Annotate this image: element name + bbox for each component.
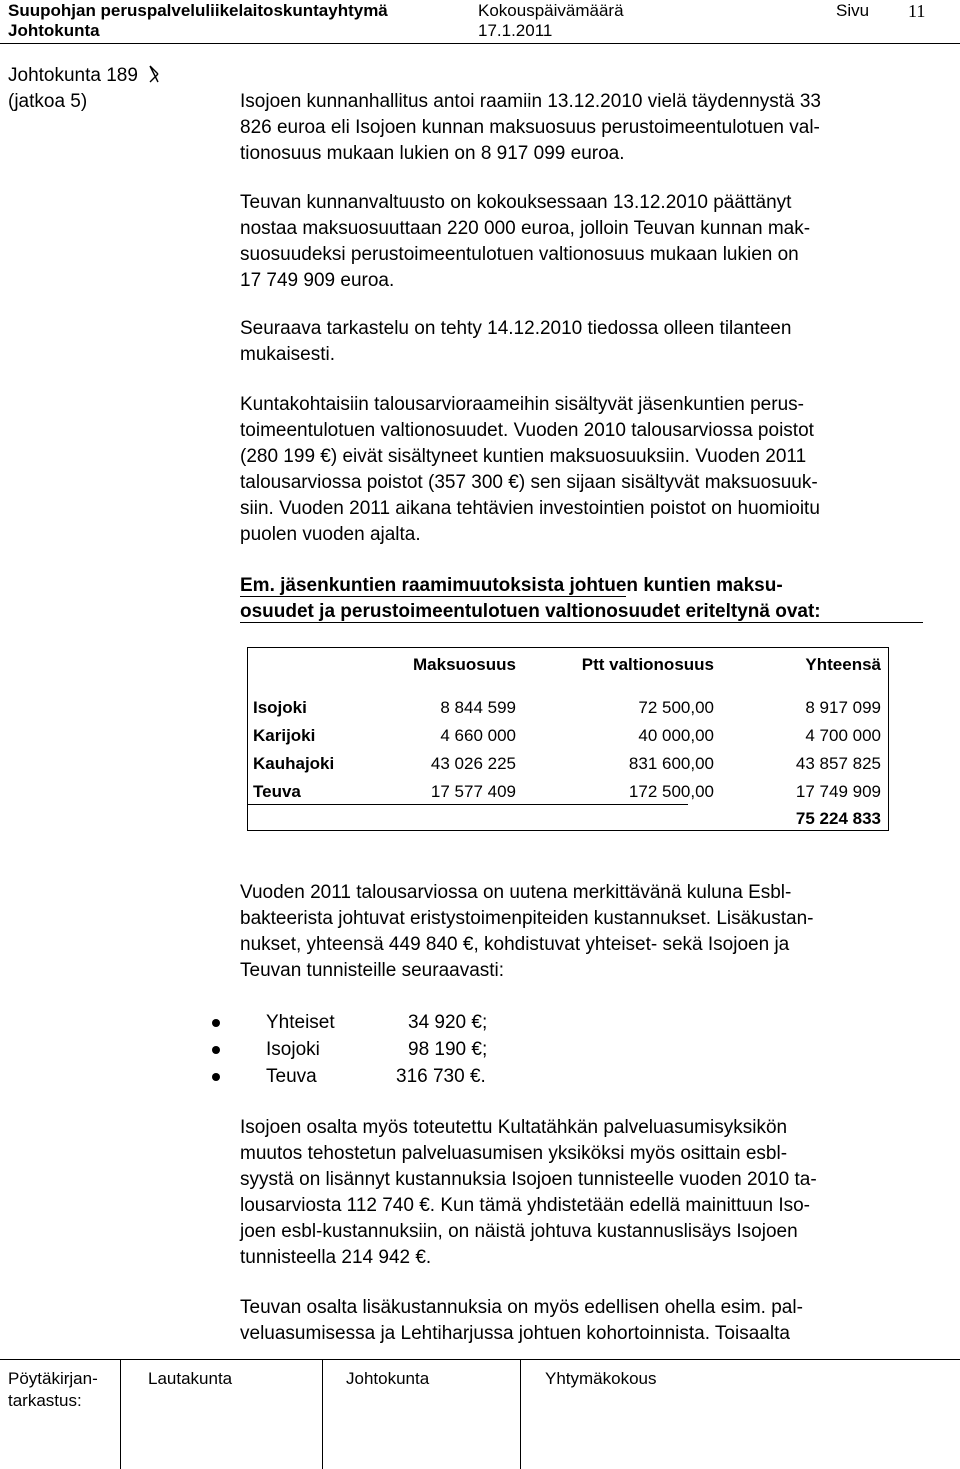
bullet-icon: [212, 1046, 220, 1054]
text-line: tionosuus mukaan lukien on 8 917 099 euroa.: [240, 143, 625, 164]
organization-name: Suupohjan peruspalveluliikelaitoskuntayhtymä: [8, 1, 388, 20]
cell-maksuosuus: 17 577 409: [430, 782, 516, 801]
page-header: [0, 0, 960, 44]
column-header-ptt: Ptt valtionosuus: [581, 655, 714, 674]
text-line: suosuudeksi perustoimeentulotuen valtionosuus mukaan lukien on: [240, 244, 799, 265]
heading-underline: [240, 596, 626, 597]
cell-ptt: 72 500,00: [638, 698, 714, 717]
text-line: joen esbl-kustannuksiin, on näistä johtuva kustannuslisäys Isojoen: [240, 1221, 798, 1242]
bullet-icon: [212, 1019, 220, 1027]
section-continuation: (jatkoa 5): [8, 91, 88, 112]
header-rule: [0, 43, 960, 44]
text-line: Isojoen kunnanhallitus antoi raamiin 13.12.2010 vielä täydennystä 33: [240, 91, 821, 112]
text-line: Seuraava tarkastelu on tehty 14.12.2010 tiedossa olleen tilanteen: [240, 318, 792, 339]
text-line: Teuvan tunnisteille seuraavasti:: [240, 960, 505, 981]
text-line: puolen vuoden ajalta.: [240, 524, 421, 545]
bullet-value: 34 920 €;: [408, 1012, 488, 1033]
text-line: toimeentulotuen valtionosuudet. Vuoden 2010 talousarviossa poistot: [240, 420, 814, 441]
footer-divider: [520, 1360, 521, 1469]
text-line: bakteerista johtuvat eristystoimenpiteiden kustannukset. Lisäkustan-: [240, 908, 814, 929]
text-line: muutos tehostetun palveluasumisen yksiköksi myös osittain esbl-: [240, 1143, 788, 1164]
footer-divider: [120, 1360, 121, 1469]
text-line: Teuvan kunnanvaltuusto on kokouksessaan 13.12.2010 päättänyt: [240, 192, 792, 213]
cell-total: 4 700 000: [805, 726, 881, 745]
bullet-value: 316 730 €.: [396, 1066, 486, 1087]
bullet-item: [212, 1064, 712, 1090]
text-line: Isojoen osalta myös toteutettu Kultatähkän palveluasumisyksikön: [240, 1117, 788, 1138]
cell-maksuosuus: 4 660 000: [440, 726, 516, 745]
cell-maksuosuus: 43 026 225: [430, 754, 516, 773]
row-name: Teuva: [253, 782, 301, 801]
text-line: syystä on lisännyt kustannuksia Isojoen tunnisteelle vuoden 2010 ta-: [240, 1169, 817, 1190]
bullet-label: Yhteiset: [266, 1012, 335, 1033]
footer-cell-label: Lautakunta: [148, 1369, 233, 1388]
cell-ptt: 831 600,00: [628, 754, 714, 773]
text-line: Teuvan osalta lisäkustannuksia on myös edellisen ohella esim. pal-: [240, 1297, 803, 1318]
footer-cell-label: Yhtymäkokous: [545, 1369, 657, 1388]
heading-underline: [240, 622, 923, 623]
grand-total: 75 224 833: [795, 809, 881, 828]
bullet-label: Isojoki: [266, 1039, 320, 1060]
signature-footer: [0, 1360, 960, 1469]
footer-divider: [322, 1360, 323, 1469]
text-line: Kuntakohtaisiin talousarvioraameihin sisältyvät jäsenkuntien perus-: [240, 394, 804, 415]
date-label: Kokouspäivämäärä: [478, 1, 624, 20]
paragraph-7: [240, 1115, 940, 1271]
cell-ptt: 172 500,00: [628, 782, 714, 801]
paragraph-1: [240, 89, 940, 167]
text-line: Vuoden 2011 talousarviossa on uutena merkittävänä kuluna Esbl-: [240, 882, 792, 903]
municipality-table: [247, 647, 889, 831]
column-header-maksuosuus: Maksuosuus: [413, 655, 516, 674]
text-line: (280 199 €) eivät sisältyneet kuntien maksuosuuksiin. Vuoden 2011: [240, 446, 807, 467]
row-name: Karijoki: [253, 726, 316, 745]
bullet-label: Teuva: [266, 1066, 317, 1087]
cell-total: 8 917 099: [805, 698, 881, 717]
page-number: 11: [908, 1, 926, 21]
cell-total: 43 857 825: [795, 754, 881, 773]
text-line: lousarviosta 112 740 €. Kun tämä yhdistetään edellä mainittuun Iso-: [240, 1195, 810, 1216]
text-line: siin. Vuoden 2011 aikana tehtävien investointien poistot on huomioitu: [240, 498, 820, 519]
footer-cell-label: Pöytäkirjan-: [8, 1369, 98, 1388]
text-line: talousarviossa poistot (357 300 €) sen sijaan sisältyvät maksuosuuk-: [240, 472, 818, 493]
text-line: veluasumisessa ja Lehtiharjussa johtuen kohortoinnista. Toisaalta: [240, 1323, 790, 1344]
footer-cell-label: tarkastus:: [8, 1391, 82, 1410]
footer-cell-label: Johtokunta: [346, 1369, 430, 1388]
paragraph-6: [240, 880, 940, 984]
date-value: 17.1.2011: [478, 21, 553, 40]
cell-total: 17 749 909: [795, 782, 881, 801]
body-name: Johtokunta: [8, 21, 100, 40]
text-line: tunnisteella 214 942 €.: [240, 1247, 432, 1268]
row-name: Isojoki: [253, 698, 307, 717]
page-label: Sivu: [836, 1, 870, 20]
text-line: nostaa maksuosuuttaan 220 000 euroa, jolloin Teuvan kunnan mak-: [240, 218, 811, 239]
cell-maksuosuus: 8 844 599: [440, 698, 516, 717]
paragraph-2: [240, 190, 940, 294]
table-intro-heading: [240, 573, 940, 625]
paragraph-8: [240, 1295, 940, 1347]
section-item: [8, 63, 161, 89]
bullet-item: [212, 1037, 712, 1063]
paragraph-4: [240, 392, 940, 548]
column-header-total: Yhteensä: [805, 655, 881, 674]
bullet-value: 98 190 €;: [408, 1039, 488, 1060]
paragraph-mark-icon: [147, 63, 161, 85]
section-item-label: Johtokunta 189: [8, 65, 138, 86]
total-rule: [248, 804, 688, 805]
paragraph-3: [240, 316, 940, 368]
text-line: osuudet ja perustoimeentulotuen valtionosuudet eriteltynä ovat:: [240, 601, 821, 622]
bullet-icon: [212, 1073, 220, 1081]
text-line: nukset, yhteensä 449 840 €, kohdistuvat yhteiset- sekä Isojoen ja: [240, 934, 790, 955]
text-line: Em. jäsenkuntien raamimuutoksista johtuen kuntien maksu-: [240, 575, 783, 596]
row-name: Kauhajoki: [253, 754, 335, 773]
text-line: mukaisesti.: [240, 344, 336, 365]
cell-ptt: 40 000,00: [638, 726, 714, 745]
text-line: 826 euroa eli Isojoen kunnan maksuosuus perustoimeentulotuen val-: [240, 117, 820, 138]
bullet-item: [212, 1010, 712, 1036]
text-line: 17 749 909 euroa.: [240, 270, 395, 291]
